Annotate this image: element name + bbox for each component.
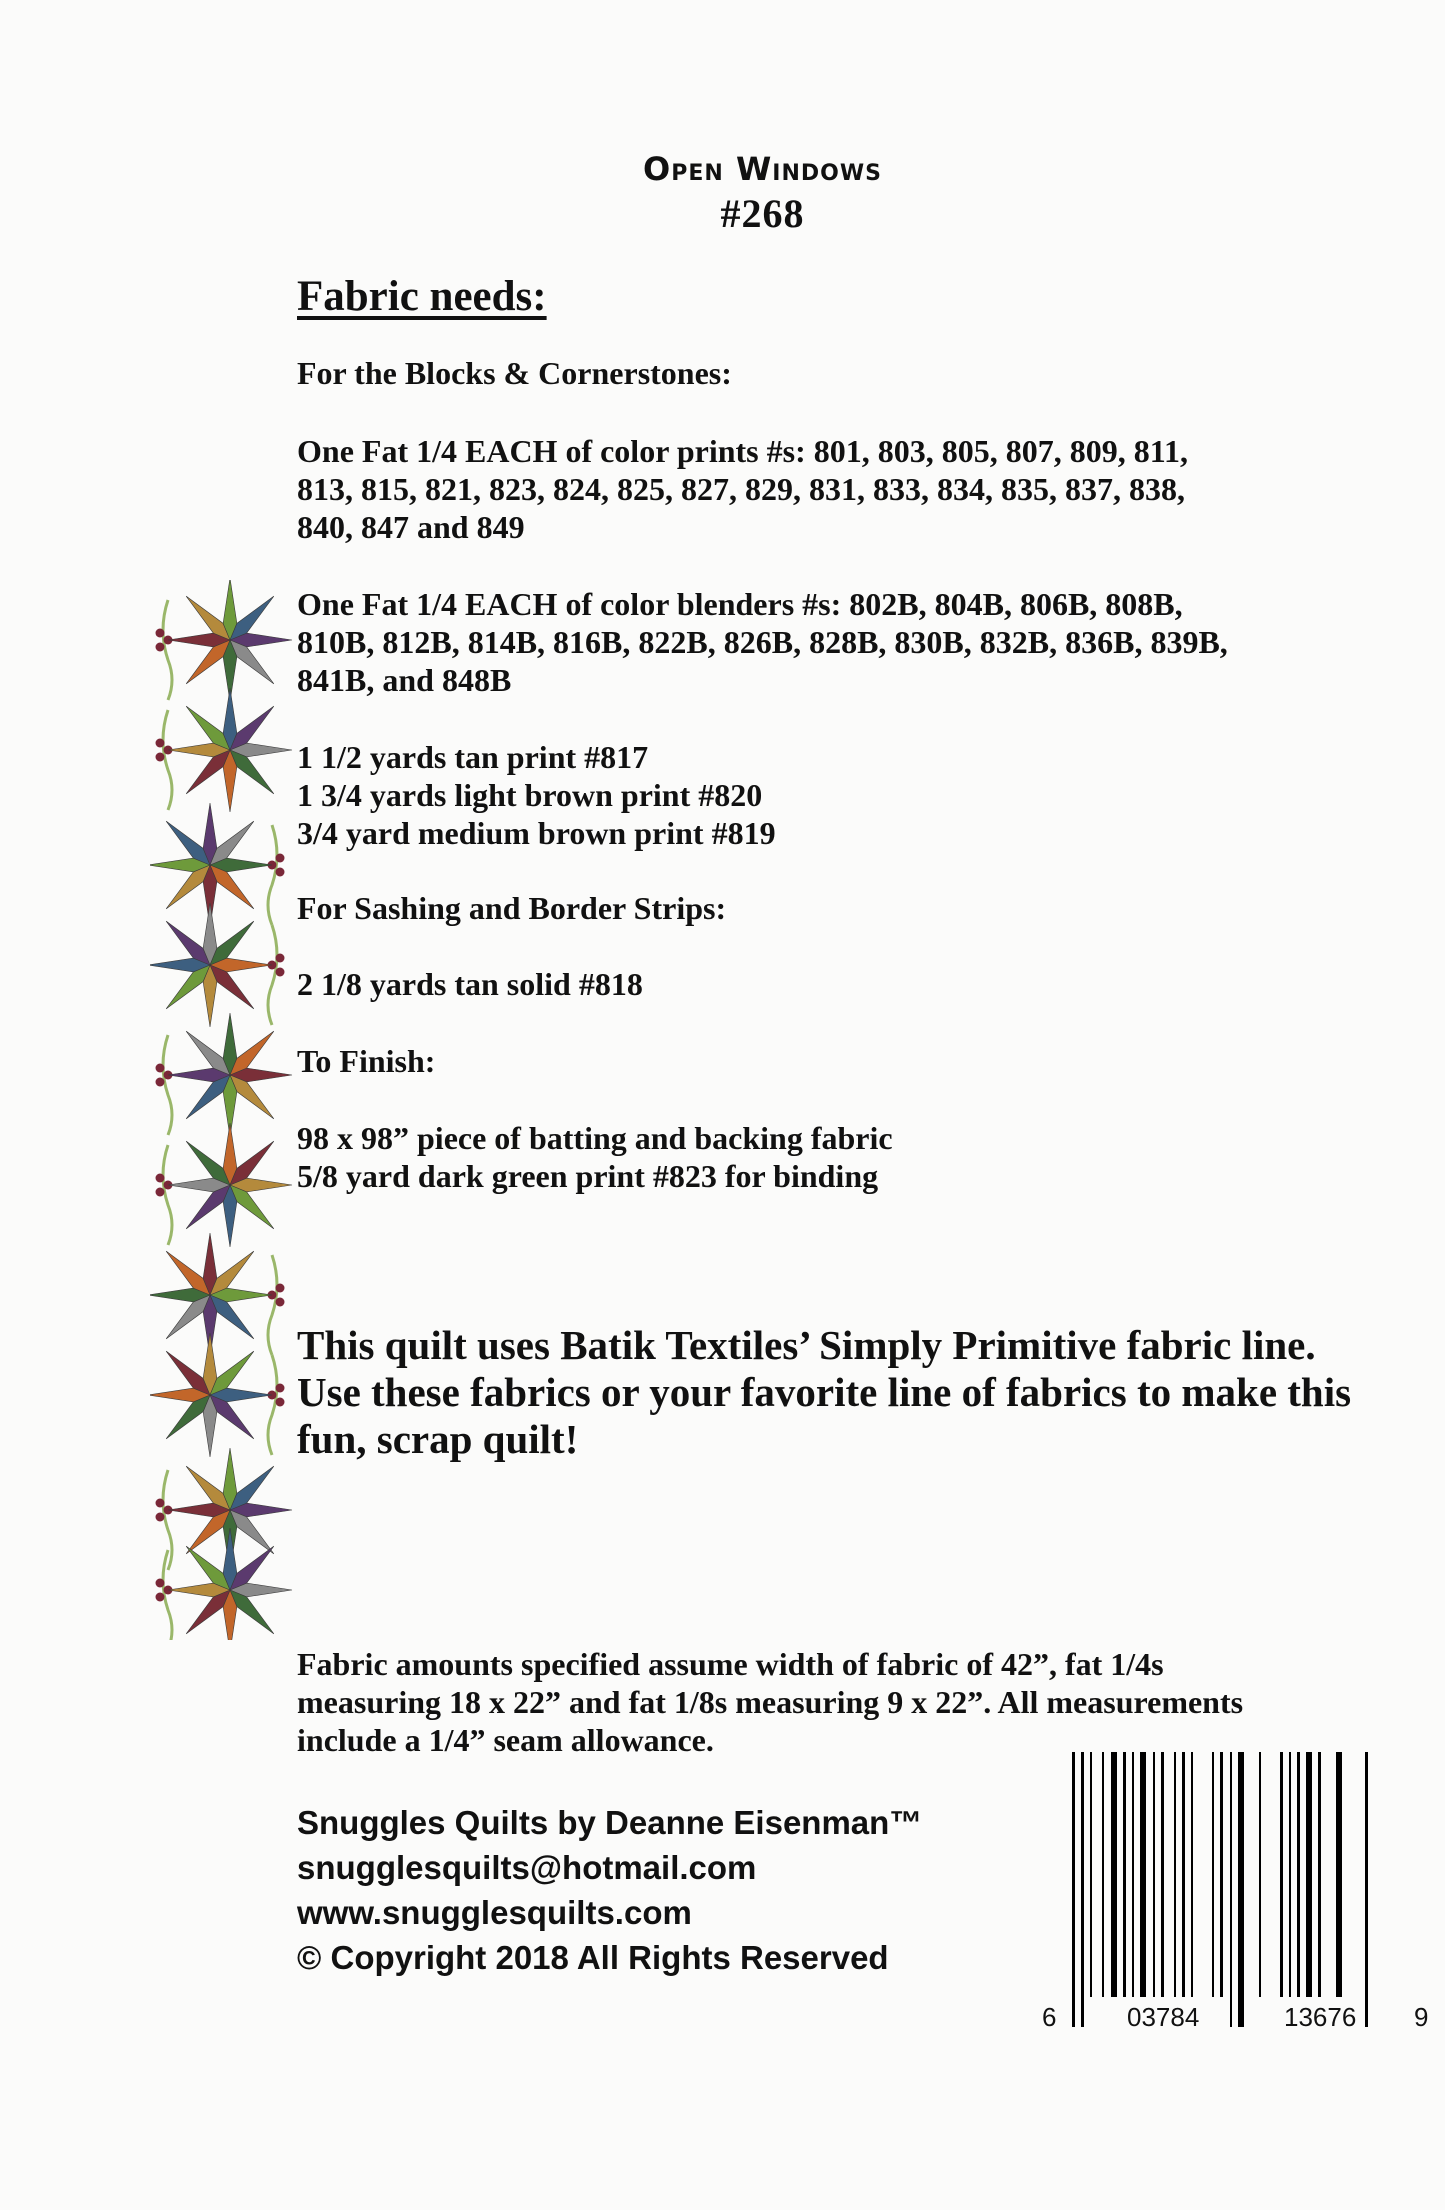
barcode-bar xyxy=(1123,1752,1126,1997)
disclaimer-line: Fabric amounts specified assume width of fabric of 42”, fat 1/4s xyxy=(297,1646,1164,1682)
company-name: Snuggles Quilts by Deanne Eisenman™ xyxy=(297,1804,923,1841)
vine-decoration xyxy=(163,1145,172,1245)
berry-decoration xyxy=(276,954,285,963)
vine-decoration xyxy=(163,710,172,810)
barcode-bar xyxy=(1238,1752,1244,2027)
barcode-bar xyxy=(1191,1752,1193,1997)
barcode-bar xyxy=(1140,1752,1146,1997)
barcode-bar xyxy=(1072,1752,1075,2027)
barcode-digits-left: 03784 xyxy=(1127,2002,1200,2032)
berry-decoration xyxy=(156,629,165,638)
disclaimer-line: include a 1/4” seam allowance. xyxy=(297,1722,714,1758)
berry-decoration xyxy=(156,1579,165,1588)
color-prints-line: 813, 815, 821, 823, 824, 825, 827, 829, 831, 833, 834, 835, 837, 838, xyxy=(297,471,1185,507)
note-line: Use these fabrics or your favorite line of fabrics to make this xyxy=(297,1369,1352,1415)
barcode-bar xyxy=(1212,1752,1214,1997)
vine-decoration xyxy=(268,925,277,1025)
sashing-item: 2 1/8 yards tan solid #818 xyxy=(297,966,643,1002)
barcode-bar xyxy=(1230,1752,1232,2027)
contact-block xyxy=(297,1800,922,1980)
note-line: fun, scrap quilt! xyxy=(297,1416,579,1462)
berry-decoration xyxy=(276,854,285,863)
berry-decoration xyxy=(276,1298,285,1307)
color-prints-line: 840, 847 and 849 xyxy=(297,509,525,545)
color-blenders-line: 841B, and 848B xyxy=(297,662,512,698)
barcode-bar xyxy=(1102,1752,1104,1997)
color-prints-line: One Fat 1/4 EACH of color prints #s: 801, 803, 805, 807, 809, 811, xyxy=(297,433,1188,469)
vine-decoration xyxy=(163,600,172,700)
berry-decoration xyxy=(276,1398,285,1407)
color-blenders-line: 810B, 812B, 814B, 816B, 822B, 826B, 828B, 830B, 832B, 836B, 839B, xyxy=(297,624,1228,660)
star-border-decoration xyxy=(150,580,310,1640)
barcode-bar xyxy=(1132,1752,1134,1997)
contact-website: www.snugglesquilts.com xyxy=(297,1894,692,1931)
note-line: This quilt uses Batik Textiles’ Simply Primitive fabric line. xyxy=(297,1322,1316,1368)
eight-point-star-icon xyxy=(168,580,292,702)
barcode-bar xyxy=(1318,1752,1321,1997)
berry-decoration xyxy=(156,1078,165,1087)
barcode-bar xyxy=(1289,1752,1291,1997)
fabric-needs-heading: Fabric needs: xyxy=(297,273,547,320)
barcode-bar xyxy=(1336,1752,1342,1997)
finish-list xyxy=(297,1119,893,1195)
finish-section-label: To Finish: xyxy=(297,1043,436,1079)
color-blenders-list xyxy=(297,585,1228,699)
barcode-digits xyxy=(1042,2002,1437,2032)
eight-point-star-icon xyxy=(150,1333,272,1457)
berry-decoration xyxy=(276,1284,285,1293)
vine-decoration xyxy=(268,1255,277,1355)
vine-decoration xyxy=(268,825,277,925)
yardage-line: 1 1/2 yards tan print #817 xyxy=(297,739,649,775)
measurement-disclaimer xyxy=(297,1645,1417,1759)
vine-decoration xyxy=(268,1355,277,1455)
eight-point-star-icon xyxy=(168,1013,292,1137)
pattern-number: #268 xyxy=(720,191,805,236)
yardage-line: 1 3/4 yards light brown print #820 xyxy=(297,777,763,813)
berry-decoration xyxy=(156,739,165,748)
berry-decoration xyxy=(156,1593,165,1602)
contact-email: snugglesquilts@hotmail.com xyxy=(297,1849,757,1886)
berry-decoration xyxy=(156,753,165,762)
eight-point-star-icon xyxy=(168,1528,292,1640)
blocks-section-label: For the Blocks & Cornerstones: xyxy=(297,355,732,391)
barcode-bar xyxy=(1090,1752,1092,1997)
barcode-bar xyxy=(1306,1752,1312,1997)
barcode xyxy=(1068,1752,1405,2027)
eight-point-star-icon xyxy=(168,1123,292,1247)
berry-decoration xyxy=(156,1513,165,1522)
berry-decoration xyxy=(156,1174,165,1183)
barcode-bar xyxy=(1365,1752,1368,2027)
barcode-bar xyxy=(1174,1752,1176,1997)
berry-decoration xyxy=(156,1064,165,1073)
berry-decoration xyxy=(276,1384,285,1393)
finish-line: 5/8 yard dark green print #823 for binding xyxy=(297,1158,879,1194)
eight-point-star-icon xyxy=(168,688,292,812)
vine-decoration xyxy=(163,1035,172,1135)
berry-decoration xyxy=(276,968,285,977)
berry-decoration xyxy=(156,643,165,652)
sashing-section-label: For Sashing and Border Strips: xyxy=(297,890,727,926)
yardage-list xyxy=(297,738,776,852)
disclaimer-line: measuring 18 x 22” and fat 1/8s measuring 9 x 22”. All measurements xyxy=(297,1684,1244,1720)
barcode-bar xyxy=(1280,1752,1283,1997)
barcode-bar xyxy=(1259,1752,1261,1997)
color-prints-list xyxy=(297,432,1188,546)
barcode-bar xyxy=(1220,1752,1223,1997)
eight-point-star-icon xyxy=(150,903,272,1027)
barcode-digits-right: 13676 xyxy=(1284,2002,1357,2032)
barcode-digit-first: 6 xyxy=(1042,2002,1057,2032)
finish-line: 98 x 98” piece of batting and backing fabric xyxy=(297,1120,893,1156)
barcode-bar xyxy=(1161,1752,1164,1997)
barcode-bar xyxy=(1111,1752,1117,1997)
yardage-line: 3/4 yard medium brown print #819 xyxy=(297,815,776,851)
fabric-line-note xyxy=(297,1322,1437,1463)
berry-decoration xyxy=(156,1188,165,1197)
barcode-bar xyxy=(1297,1752,1300,1997)
copyright-notice: © Copyright 2018 All Rights Reserved xyxy=(297,1939,889,1976)
barcode-bar xyxy=(1081,1752,1084,2027)
barcode-bar xyxy=(1153,1752,1155,1997)
color-blenders-line: One Fat 1/4 EACH of color blenders #s: 802B, 804B, 806B, 808B, xyxy=(297,586,1183,622)
berry-decoration xyxy=(276,868,285,877)
berry-decoration xyxy=(156,1499,165,1508)
barcode-bar xyxy=(1182,1752,1185,1997)
pattern-name: Open Windows xyxy=(643,150,882,188)
barcode-digit-last: 9 xyxy=(1414,2002,1429,2032)
